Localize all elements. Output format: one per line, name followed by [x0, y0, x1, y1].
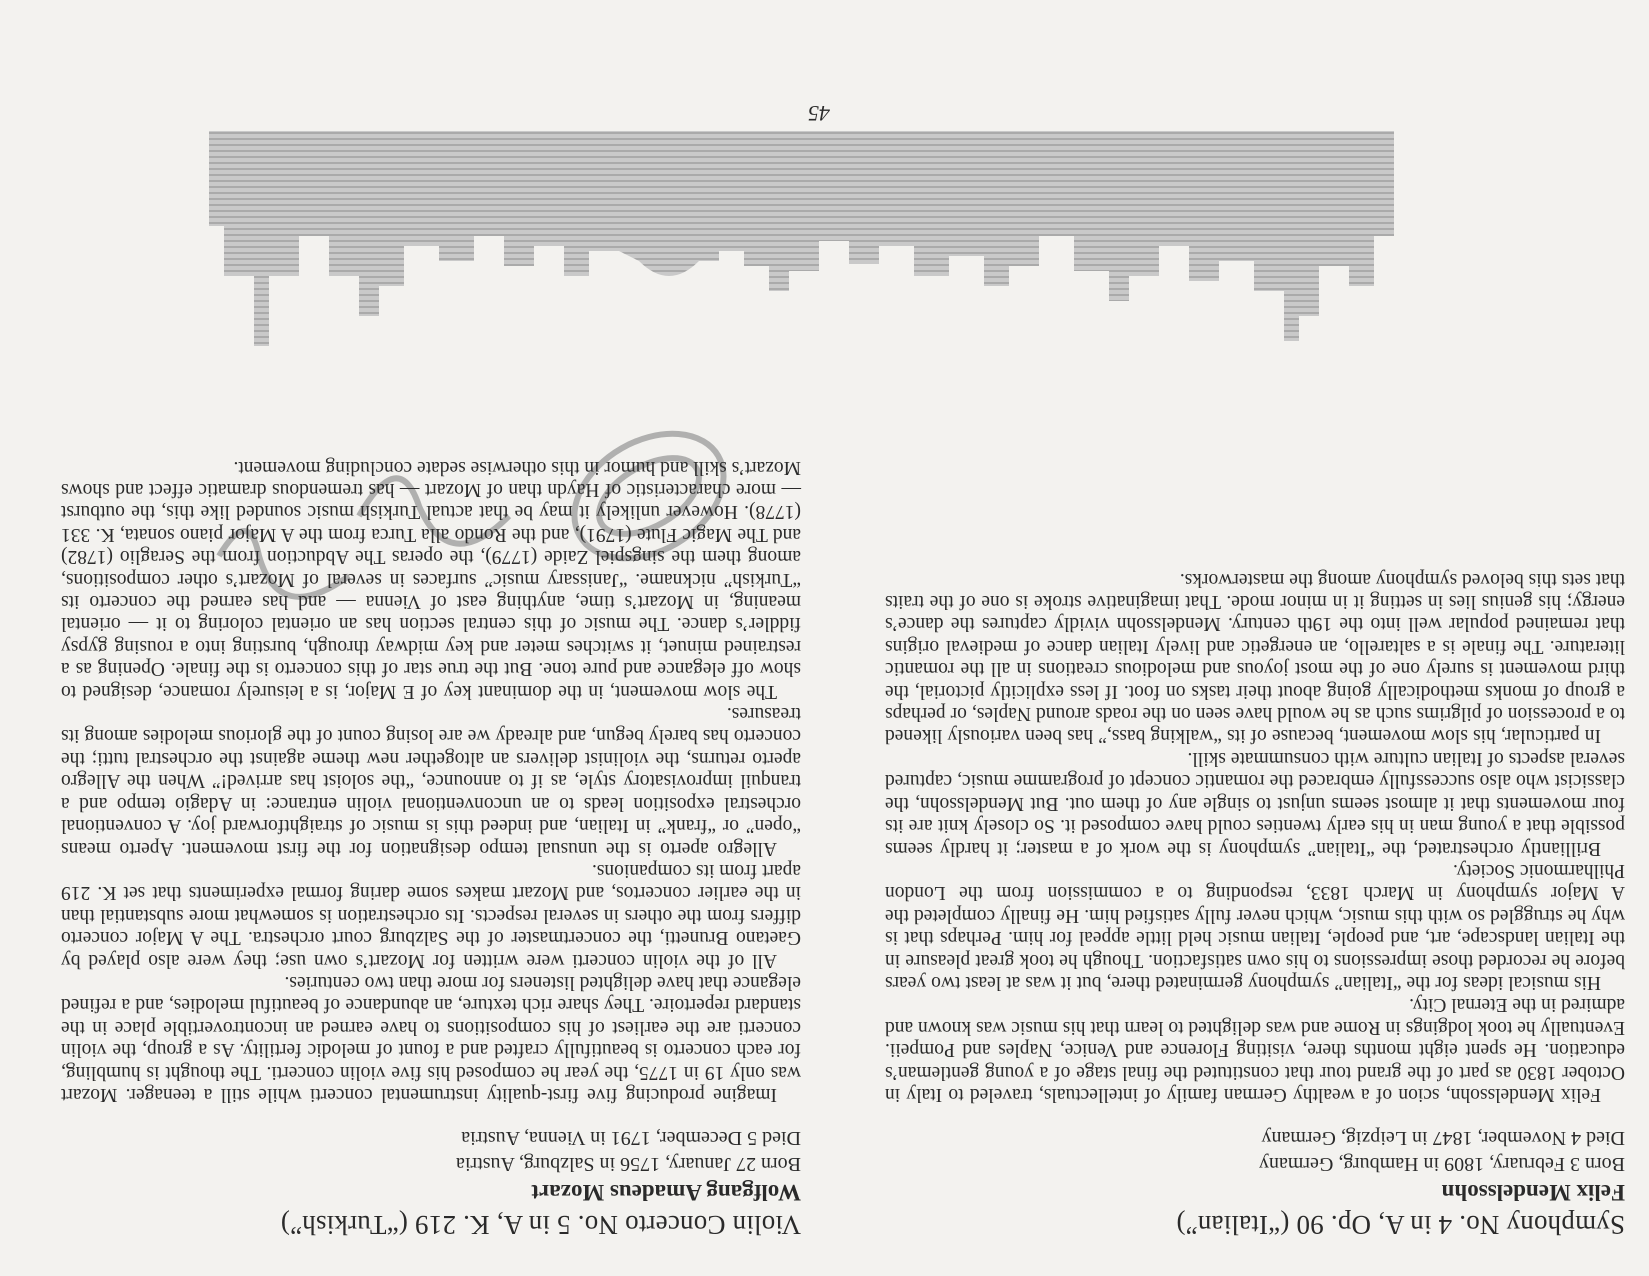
mozart-title: Violin Concerto No. 5 in A, K. 219 (“Turkish”)	[280, 1210, 801, 1240]
mozart-paragraph: All of the violin concerti were written for Mozart’s own use; they were also played by Gaetano Brunetti, the concertmaster of the Salzburg court orchestra. The A Major concerto differs from the others in several respects. Its orchestration is somewhat more substantial than in the earlier concertos, and Mozart makes some daring formal experiments that set K. 219 apart from its companions.	[61, 859, 801, 971]
mozart-paragraph: The slow movement, in the dominant key of E Major, is a leisurely romance, designed to show off elegance and pure tone. But the true star of this concerto is the finale. Opening as a restrained minuet, it switches meter and key midway through, bursting into a rousing gypsy fiddler’s dance. The music of this central section has an oriental coloring to it — oriental meaning, in Mozart’s time, anything east of Vienna — and has earned the concerto its “Turkish” nickname. “Janissary music” surfaces in several of Mozart’s other compositions, among them the singspiel Zaide (1779), the operas The Abduction from the Seraglio (1782) and The Magic Flute (1791), and the Rondo alla Turca from the A Major piano sonata, K. 331 (1778). However unlikely it may be that actual Turkish music sounded like this, the outburst — more characteristic of Haydn than of Mozart — has tremendous dramatic effect and shows Mozart’s skill and humor in this otherwise sedate concluding movement.	[61, 456, 801, 702]
mendelssohn-paragraph: In particular, his slow movement, because of its “walking bass,” has been variously likened to a procession of pilgrims such as he would have seen on the roads around Naples, or perhaps a group of monks methodically going about their tasks on foot. If less explicitly pictorial, the third movement is surely one of the most joyous and melodious creations in all the romantic literature. The finale is a saltarello, an energetic and lively Italian dance of medieval origins that remained popular well into the 19th century. Mendelssohn vividly captures the dance’s energy; his genius lies in setting it in minor mode. That imaginative stroke is one of the traits that sets this beloved symphony among the masterworks.	[885, 568, 1625, 747]
mozart-paragraph: Imagine producing five first-quality instrumental concerti while still a teenager. Mozart was only 19 in 1775, the year he composed his five violin concerti. The thought is humbling, for each concerto is beautifully crafted and a fount of melodic fertility. As a group, the violin concerti are the earliest of his compositions to have earned an incontrovertible place in the standard repertoire. They share rich texture, an abundance of beautiful melodies, and a refined elegance that have delighted listeners for more than two centuries.	[61, 971, 801, 1105]
mozart-born: Born 27 January, 1756 in Salzburg, Austria	[456, 1153, 801, 1175]
mendelssohn-born: Born 3 February, 1809 in Hamburg, Germany	[1258, 1153, 1625, 1175]
mozart-composer: Wolfgang Amadeus Mozart	[531, 1180, 801, 1205]
mozart-paragraph: Allegro aperto is the unusual tempo designation for the first movement. Aperto means “open” or “frank” in Italian, and indeed this is music of straightforward joy. A conventional orchestral exposition leads to an unconventional violin entrance: in Adagio tempo and a tranquil improvisatory style, as if to announce, “the soloist has arrived!” When the Allegro aperto returns, the violinist delivers an altogether new theme against the orchestral tutti; the concerto has barely begun, and already we are losing count of the glorious melodies among its treasures.	[61, 703, 801, 859]
mozart-column	[61, 455, 801, 1240]
mendelssohn-paragraph: Brilliantly orchestrated, the “Italian” symphony is the work of a master; it hardly seems possible that a young man in his early twenties could have composed it. So closely knit are its four movements that it almost seems unjust to single any of them out. But Mendelssohn, the classicist who also successfully embraced the romantic concept of programme music, captured several aspects of Italian culture with consummate skill.	[885, 747, 1625, 859]
mozart-died: Died 5 December, 1791 in Vienna, Austria	[461, 1127, 801, 1149]
mendelssohn-paragraph: His musical ideas for the “Italian” symphony germinated there, but it was at least two years before he recorded those impressions to his own satisfaction. Though he took great pleasure in the Italian landscape, art, and people, Italian music held little appeal for him. Perhaps that is why he struggled so with this music, which never fully satisfied him. He finally completed the A Major symphony in March 1833, responding to a commission from the London Philharmonic Society.	[885, 859, 1625, 993]
mendelssohn-died: Died 4 November, 1847 in Leipzig, Germany	[1261, 1127, 1625, 1149]
page-number: 45	[808, 101, 830, 126]
mendelssohn-title: Symphony No. 4 in A, Op. 90 (“Italian”)	[1176, 1210, 1625, 1240]
mendelssohn-column	[885, 567, 1625, 1240]
mendelssohn-paragraph: Felix Mendelssohn, scion of a wealthy German family of intellectuals, traveled to Italy in October 1830 as part of the grand tour that constituted the final stage of a young gentleman’s education. He spent eight months there, visiting Florence and Venice, Naples and Pompeii. Eventually he took lodgings in Rome and was delighted to learn that his music was known and admired in the Eternal City.	[885, 994, 1625, 1105]
mendelssohn-composer: Felix Mendelssohn	[1441, 1180, 1625, 1205]
mendelssohn-body	[885, 567, 1625, 1105]
mozart-body	[61, 455, 801, 1105]
